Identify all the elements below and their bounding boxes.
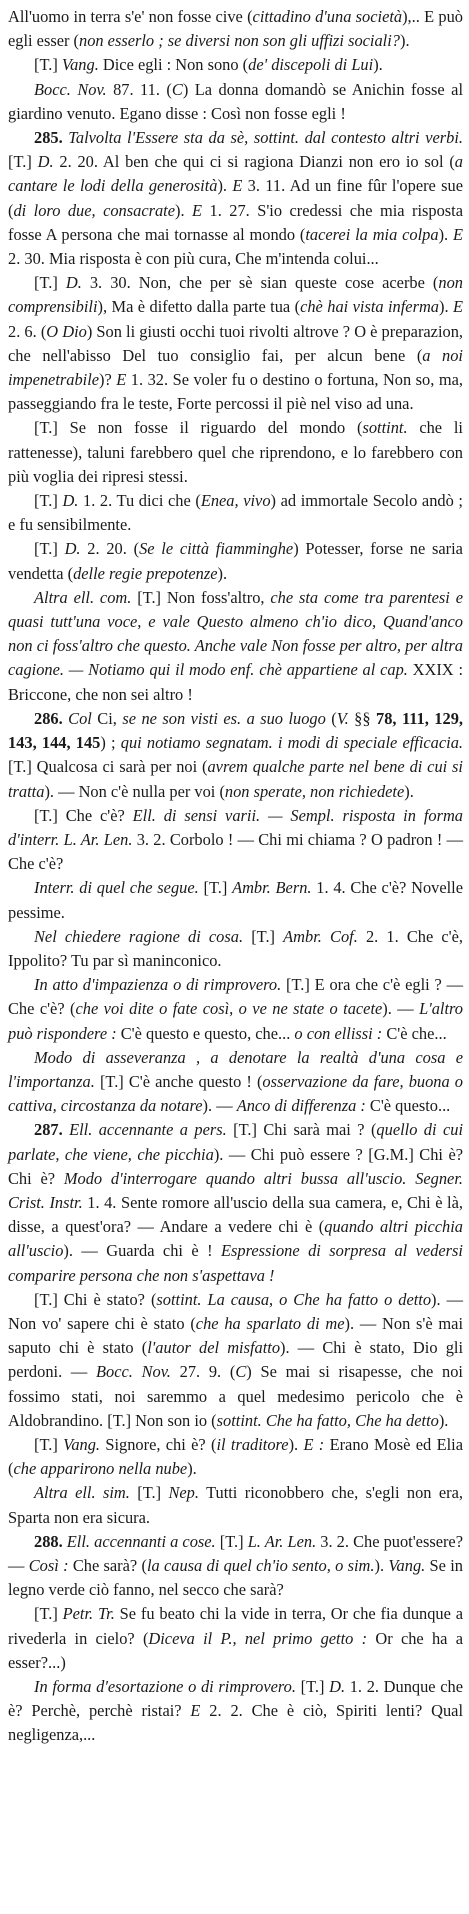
entry-paragraph: [T.] Se non fosse il riguardo del mondo (sottint. che li rattenesse), taluni farebbero quel che riprendono, e lo farebbero con più voglia dei ripresi stessi. xyxy=(8,418,463,486)
entry-paragraph: 286. Col Ci, se ne son visti es. a suo luogo (V. §§ 78, 111, 129, 143, 144, 145) ; qui notiamo segnatam. i modi di speciale efficacia. [T.] Qualcosa ci sarà per noi (avrem qualche parte nel bene di cui si tratta). — Non c'è nulla per voi (non sperate, non richiedete). xyxy=(8,708,463,801)
entry-paragraph: All'uomo in terra s'e' non fosse cive (cittadino d'una società),.. E può egli esser (non esserlo ; se diversi non son gli uffizi sociali?). xyxy=(8,7,463,51)
entry-paragraph: [T.] Petr. Tr. Se fu beato chi la vide in terra, Or che fia dunque a rivederla in cielo? (Diceva il P., nel primo getto : Or che ha a esser?...) xyxy=(8,1604,463,1672)
entry-paragraph: [T.] Che c'è? Ell. di sensi varii. — Sempl. risposta in forma d'interr. L. Ar. Len. 3. 2. Corbolo ! — Chi mi chiama ? O padron ! — Che c'è? xyxy=(8,805,463,874)
entry-paragraph: Modo di asseveranza , a denotare la realtà d'una cosa e l'importanza. [T.] C'è anche questo ! (osservazione da fare, buona o cattiva, circostanza da notare). — Anco di differenza : C'è questo... xyxy=(8,1047,463,1116)
entry-paragraph: [T.] Chi è stato? (sottint. La causa, o Che ha fatto o detto). — Non vo' sapere chi è stato (che ha sparlato di me). — Non s'è mai saputo chi è stato (l'autor del misfatto). — Chi è stato, Dio gli perdoni. — Bocc. Nov. 27. 9. (C) Se mai si risapesse, che noi fossimo stati, noi saremmo a quel medesimo pericolo che è Aldobrandino. [T.] Non son io (sottint. Che ha fatto, Che ha detto). xyxy=(8,1289,464,1430)
entry-text xyxy=(8,5,463,1748)
entry-paragraph: In atto d'impazienza o di rimprovero. [T.] E ora che c'è egli ? — Che c'è? (che voi dite o fate così, o ve ne state o tacete). — L'altro può rispondere : C'è questo e questo, che... o con ellissi : C'è che... xyxy=(8,975,463,1043)
entry-paragraph: [T.] D. 3. 30. Non, che per sè sian queste cose acerbe (non comprensibili), Ma è difetto dalla parte tua (chè hai vista inferma). E 2. 6. (O Dio) Son li giusti occhi tuoi rivolti altrove ? O è preparazion, che nell'abisso Del tuo consiglio fai, per alcun bene (a noi impenetrabile)? E 1. 32. Se voler fu o destino o fortuna, Non so, ma, passeggiando fra le teste, Forte percossi il piè nel viso ad una. xyxy=(8,273,463,414)
entry-paragraph: Interr. di quel che segue. [T.] Ambr. Bern. 1. 4. Che c'è? Novelle pessime. xyxy=(8,878,463,922)
entry-paragraph: Altra ell. com. [T.] Non foss'altro, che sta come tra parentesi e quasi tutt'una voce, e vale Questo almeno ch'io dico, Quand'anco non ci foss'altro che questo. Anche vale Non fosse per altro, per altra cagione. — Notiamo qui il modo enf. chè appartiene al cap. XXIX : Briccone, che non sei altro ! xyxy=(8,587,463,704)
entry-paragraph: Nel chiedere ragione di cosa. [T.] Ambr. Cof. 2. 1. Che c'è, Ippolito? Tu par sì maninconico. xyxy=(8,926,463,970)
entry-paragraph: [T.] D. 1. 2. Tu dici che (Enea, vivo) ad immortale Secolo andò ; e fu sensibilmente. xyxy=(8,491,463,535)
entry-paragraph: Bocc. Nov. 87. 11. (C) La donna domandò se Anichin fosse al giardino venuto. Egano disse : Così non fosse egli ! xyxy=(8,79,463,123)
entry-paragraph: 285. Talvolta l'Essere sta da sè, sottint. dal contesto altri verbi. [T.] D. 2. 20. Al ben che qui ci si ragiona Dianzi non ero io sol (a cantare le lodi della generosità). E 3. 11. Ad un fine fûr l'opere sue (di loro due, consacrate). E 1. 27. S'io credessi che mia risposta fosse A persona che mai tornasse al mondo (tacerei la mia colpa). E 2. 30. Mia risposta è con più cura, Che m'intenda colui... xyxy=(8,128,464,269)
entry-paragraph: 288. Ell. accennanti a cose. [T.] L. Ar. Len. 3. 2. Che puot'essere? — Così : Che sarà? (la causa di quel ch'io sento, o sim.). Vang. Se in legno verde ciò fanno, nel secco che sarà? xyxy=(8,1531,463,1600)
entry-paragraph: 287. Ell. accennante a pers. [T.] Chi sarà mai ? (quello di cui parlate, che viene, che picchia). — Chi può essere ? [G.M.] Chi è? Chi è? Modo d'interrogare quando altri bussa all'uscio. Segner. Crist. Instr. 1. 4. Sente romore all'uscio della sua camera, e, Chi è là, disse, a quest'ora? — Andare a vedere chi è (quando altri picchia all'uscio). — Guarda chi è ! Espressione di sorpresa al vedersi comparire persona che non s'aspettava ! xyxy=(8,1120,463,1285)
entry-paragraph: [T.] Vang. Signore, chi è? (il traditore). E : Erano Mosè ed Elia (che apparirono nella nube). xyxy=(8,1434,463,1479)
entry-paragraph: [T.] Vang. Dice egli : Non sono (de' discepoli di Lui). xyxy=(34,55,383,75)
entry-paragraph: [T.] D. 2. 20. (Se le città fiamminghe) Potesser, forse ne saria vendetta (delle regie prepotenze). xyxy=(8,539,463,583)
entry-paragraph: Altra ell. sim. [T.] Nep. Tutti riconobbero che, s'egli non era, Sparta non era sicura. xyxy=(8,1483,463,1527)
entry-paragraph: In forma d'esortazione o di rimprovero. [T.] D. 1. 2. Dunque che è? Perchè, perchè ristai? E 2. 2. Che è ciò, Spiriti lenti? Qual negligenza,... xyxy=(8,1677,463,1745)
